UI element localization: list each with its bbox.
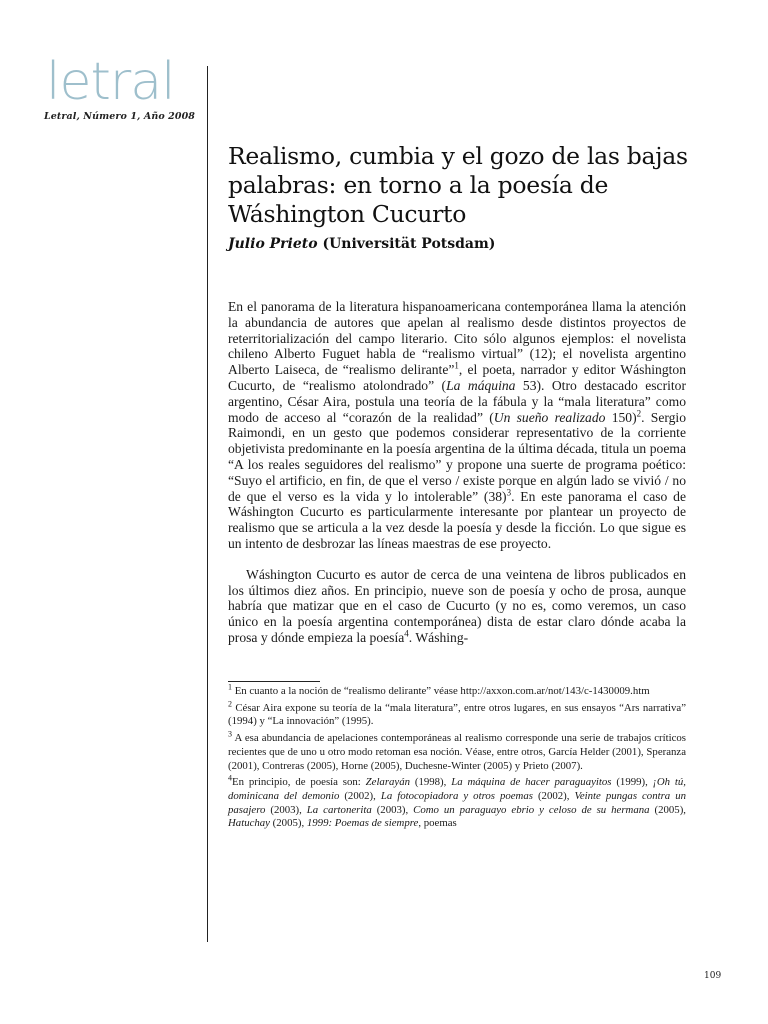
article-title: Realismo, cumbia y el gozo de las bajas palabras: en torno a la poesía de Wáshington Cucurto [228,142,688,228]
footnote-text: (2003), [265,803,307,816]
footnote-text: A esa abundancia de apelaciones contemporáneas al realismo corresponde una serie de trabajos críticos recientes que de uno u otro modo retoman esa noción. Véase, entre otros, García Helder (2001), Speranza (2001), Contreras (2005), Horne (2005), Duchesne-Winter (2005) y Prieto (2007). [228,732,686,772]
text-run: , el poeta, narrador y editor Wáshington Cucurto, de “realismo atolondrado” ( [228,362,686,393]
footnote-text: , poemas [418,817,457,830]
footnote-text: (2005), [649,803,686,816]
footnote-text: (1999), [611,776,653,789]
footnote-number: 3 [228,729,232,739]
text-run: . Sergio Raimondi, en un gesto que podemos considerar representativo de la corriente objetivista predominante en la poesía argentina de la última década, titula un poema “A los reales seguidores del realismo” y propone una suerte de programa poético: “Suyo el artificio, en fin, de que el verso / existe porque en algún lado se vivió / no de que el verso es la vida y lo intolerable” (38) [228,409,687,504]
italic-title: La cartonerita [306,803,372,816]
author-affiliation: (Universität Potsdam) [322,236,496,252]
text-run: En el panorama de la literatura hispanoamericana contemporánea llama la atención la abundancia de autores que apelan al realismo desde distintos proyectos de reterritorialización del campo literario. Cito sólo algunos ejemplos: el novelista chileno Alberto Fuguet habla de “realismo virtual” (12); el novelista argentino Alberto Laiseca, de “realismo delirante” [228,299,686,378]
footnote-text: (1998), [410,776,452,789]
paragraph-2 [228,567,686,646]
footnote-text: En cuanto a la noción de “realismo delirante” véase http://axxon.com.ar/not/143/c-1430009.htm [232,685,650,697]
author-name: Julio Prieto [228,236,318,252]
footnote-text: (2002), [532,789,575,802]
footnote-1 [228,682,686,699]
footnote-2 [228,699,686,729]
footnote-number: 1 [228,682,232,692]
text-run: 53). Otro destacado escritor argentino, César Aira, postula una teoría de la fábula y la “mala literatura” como modo de acceso al “corazón de la realidad” ( [228,377,686,425]
footnote-number: 2 [228,699,232,709]
italic-title: La máquina [446,377,516,393]
italic-title: La máquina de hacer paraguayitos [451,776,612,789]
footnote-ref-1: 1 [454,360,459,371]
footnote-text: César Aira expone su teoría de la “mala literatura”, entre otros lugares, en sus ensayos “Ars narrativa” (1994) y “La innovación” (1995). [228,701,686,728]
footnote-text: (2005), [269,817,307,830]
italic-title: Un sueño realizado [493,409,606,425]
text-run: . Wáshing- [408,629,469,645]
article-body [228,299,686,646]
italic-title: 1999: Poemas de siempre [306,817,419,830]
italic-title: La fotocopiadora y otros poemas [380,789,533,802]
journal-logo [46,52,186,114]
text-run: . En este panorama el caso de Wáshington Cucurto es particularmente interesante por plantear un proyecto de realismo que se articula a la vez desde la poesía y desde la ficción. Lo que sigue es un intento de desbrozar las líneas maestras de ese proyecto. [228,488,686,551]
italic-title: ¡Oh tú, dominicana del demonio [228,776,687,802]
text-run: 150) [605,409,637,425]
footnote-3 [228,729,686,773]
footnote-text: (2003), [371,803,414,816]
margin-rule [207,66,208,942]
footnote-4 [228,773,687,831]
footnote-number: 4 [228,773,232,783]
italic-title: Veinte pungas contra un pasajero [228,789,686,816]
paragraph-1 [228,299,686,552]
issue-label: Letral, Número 1, Año 2008 [44,111,196,122]
page-number: 109 [704,971,722,981]
italic-title: Zelarayán [365,776,411,789]
footnote-ref-2: 2 [636,408,642,419]
footnote-text: (2002), [339,789,381,802]
italic-title: Hatuchay [228,817,270,830]
journal-logo-text: letral [46,52,175,112]
footnote-text: En principio, de poesía son: [232,776,366,789]
article-author [228,236,495,252]
footnote-rule [228,681,320,682]
footnote-ref-4: 4 [404,628,409,639]
text-run: Wáshington Cucurto es autor de cerca de una veintena de libros publicados en los últimos diez años. En principio, nueve son de poesía y ocho de prosa, aunque habría que matizar que en el caso de Cucurto (y no es, como veremos, un caso único en la poesía argentina contemporánea) dista de estar claro dónde acaba la prosa y dónde empieza la poesía [228,566,686,645]
footnote-ref-3: 3 [506,487,512,498]
footnotes [228,682,687,834]
italic-title: Como un paraguayo ebrio y celoso de su hermana [413,803,650,816]
